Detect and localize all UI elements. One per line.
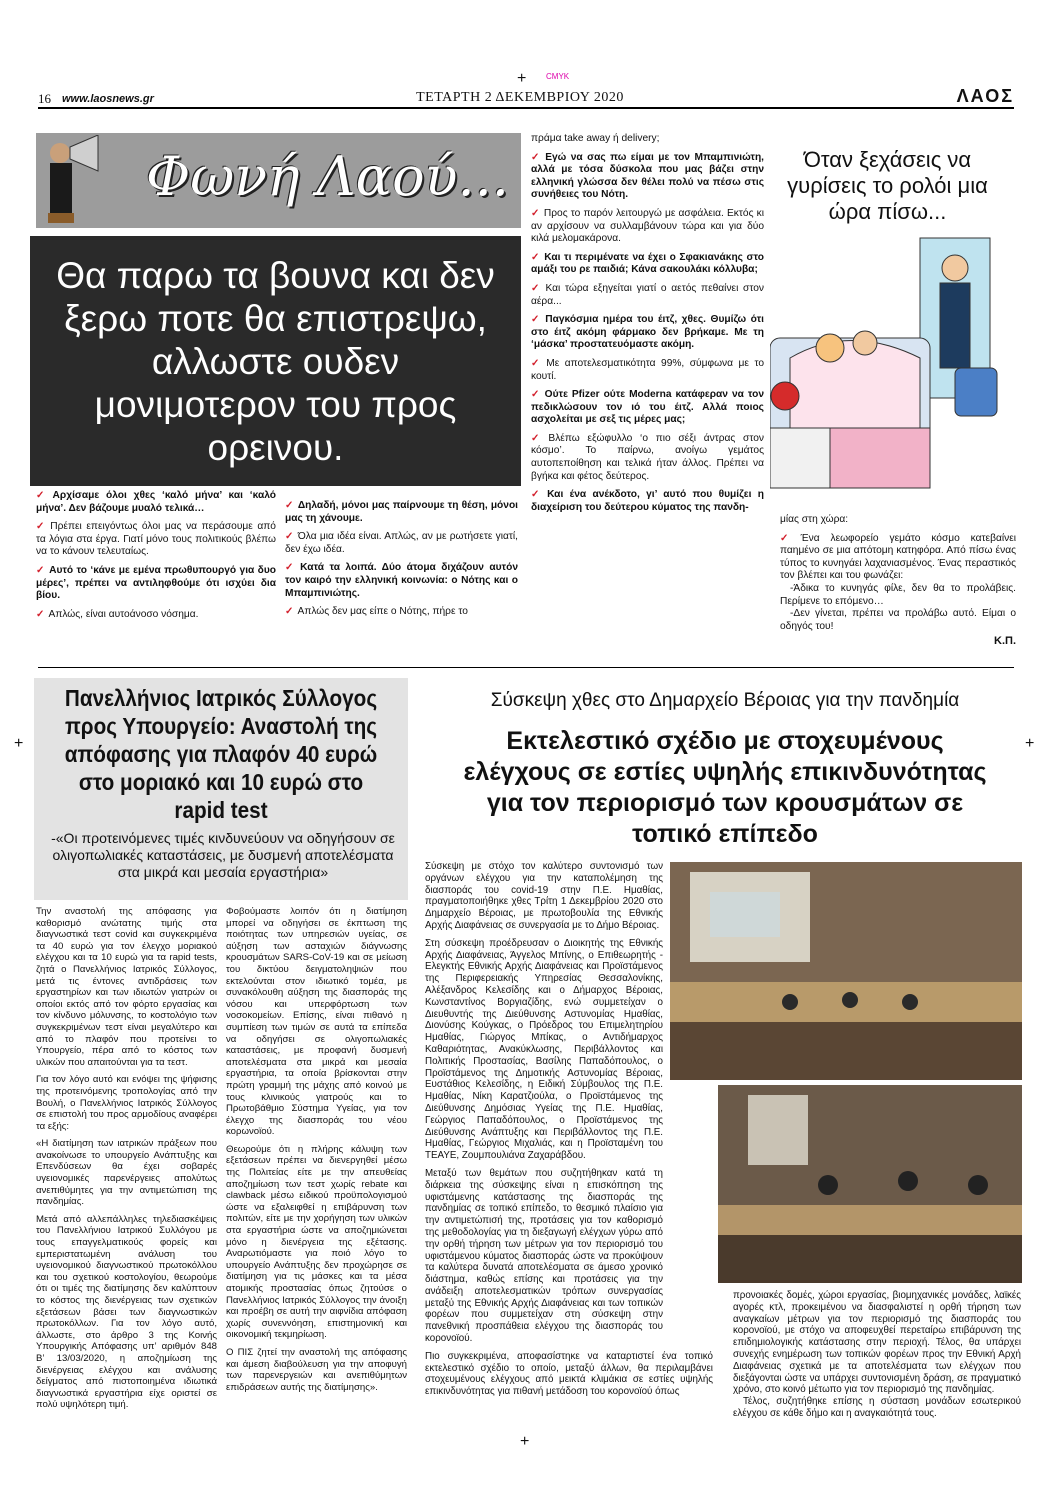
checkmark-icon: ✓ [285, 606, 294, 618]
checkmark-icon: ✓ [36, 490, 49, 501]
registration-mark-bottom: + [520, 1433, 530, 1450]
paragraph: ✓ Και τώρα εξηγείται γιατί ο αετός πεθαίνει στον αέρα... [531, 282, 764, 307]
article-1-column-1 [36, 906, 217, 1417]
article-1-subtitle: -«Οι προτεινόμενες τιμές κινδυνεύουν να οδηγήσουν σε ολιγοπωλιακές καταστάσεις, με δυσμενή αποτελέσματα στα μικρά και μεσαία εργαστήρια» [51, 830, 395, 880]
paragraph: ✓ Ένα λεωφορείο γεμάτο κόσμο κατεβαίνει παημένο σε μια απότομη κατηφόρα. Από πίσω ένας τύπος το κυνηγάει λαχανιασμένος. Ένας περαστικός τον βλέπει και του φωνάζει: [780, 532, 1017, 582]
column-title: Φωνή Λαού... [146, 145, 509, 208]
registration-mark-top: + [517, 70, 527, 87]
checkmark-icon: ✓ [285, 500, 294, 511]
megaphone-man-icon [40, 135, 100, 225]
paragraph: ✓ Απλώς δεν μας είπε ο Νότης, πήρε το [285, 606, 468, 618]
checkmark-icon: ✓ [531, 282, 542, 294]
checkmark-icon: ✓ [285, 562, 297, 574]
paragraph: ✓ Εγώ να σας πω είμαι με τον Μπαμπινιώτη, αλλά με τόσα δύσκολα που μας βάζει στην ελληνική γλώσσα δεν θέλει πολύ να πέσω στις συνήθειες του Νότη. [531, 151, 764, 201]
issue-date: ΤΕΤΑΡΤΗ 2 ΔΕΚΕΜΒΡΙΟΥ 2020 [416, 90, 624, 105]
article-2-title: Εκτελεστικό σχέδιο με στοχευμένους ελέγχους σε εστίες υψηλής επικινδυνότητας για τον περιορισμό των κρουσμάτων σε τοπικό επίπεδο [463, 727, 987, 848]
column-banner [36, 133, 521, 228]
checkmark-icon: ✓ [36, 564, 46, 576]
quote-text: Θα παρω τα βουνα και δεν ξερω ποτε θα επιστρεψω, αλλωστε ουδεν μονιμοτερον του προς ορεινου. [56, 254, 495, 468]
checkmark-icon: ✓ [780, 532, 797, 544]
paragraph: πράμα take away ή delivery; [531, 133, 660, 144]
checkmark-icon: ✓ [531, 151, 542, 163]
article-1-title: Πανελλήνιος Ιατρικός Σύλλογος προς Υπουργείο: Αναστολή της απόφασης για πλαφόν 40 ευρώ στο μοριακό και 10 ευρώ στο rapid test [64, 685, 378, 823]
checkmark-icon: ✓ [531, 389, 541, 401]
paragraph: Την αναστολή της απόφασης για καθορισμό ανώτατης τιμής στα διαγνωστικά τεστ covid και συγκεκριμένα τα 40 ευρώ για τον έλεγχο μοριακού ελέγχου και τα 10 ευρώ για τα rapid tests, ζητά ο Πανελλήνιος Ιατρικός Σύλλογος, μετά τις έντονες αντιδράσεις των εργαστηρίων και των ιδιωτών γιατρών οι οποίοι εκτός από τον φόρτο εργασίας και τον κίνδυνο μόλυνσης, το κοστολόγιο των συγκεκριμένων τεστ είναι μεγαλύτερο και από το πλαφόν που προτείνει το Υπουργείο, πέρα από το κόστος των υλικών που απαιτούνται για τα τεστ. [36, 906, 217, 1068]
paragraph: μίας στη χώρα: [780, 514, 849, 525]
paragraph: Τέλος, συζητήθηκε επίσης η σύσταση μονάδων εσωτερικού ελέγχου σε κάθε δήμο και η αναγκαιότητά τους. [733, 1396, 1021, 1419]
article-1-column-2 [226, 906, 407, 1399]
checkmark-icon: ✓ [531, 432, 545, 444]
paragraph: ✓ Με αποτελεσματικότητα 99%, σύμφωνα με το κουτί. [531, 357, 764, 382]
article-1-header-box [34, 678, 408, 900]
quote-image [30, 236, 521, 486]
registration-mark-right: + [1025, 735, 1035, 752]
gossip-column-4 [780, 514, 1016, 654]
newspaper-logo: ΛΑΟΣ [956, 86, 1014, 106]
cmyk-mark: CMYK [546, 72, 570, 81]
article-2-column-2 [733, 1290, 1021, 1426]
paragraph: ✓ Αυτό το ‘κάνε με εμένα πρωθυπουργό για δυο μέρες’, πρέπει να αντιληφθούμε ότι ισχύει δια βίου. [36, 564, 276, 602]
paragraph: ✓ Και τι περιμένατε να έχει ο Σφακιανάκης στο αμάξι του ρε παιδιά; Κάνα σακουλάκι κόλλυβα; [531, 251, 764, 276]
paragraph: Για τον λόγο αυτό και ενόψει της ψήφισης της προτεινόμενης τροπολογίας από την Βουλή, ο Πανελλήνιος Ιατρικός Σύλλογος σε επιστολή του προς αρμοδίους αναφέρει τα εξής: [36, 1074, 217, 1132]
cartoon-image [770, 228, 1020, 513]
paragraph: Σύσκεψη με στόχο τον καλύτερο συντονισμό των οργάνων ελέγχου για την καταπολέμηση της διασποράς του covid-19 στην Π.Ε. Ημαθίας, πραγματοποιήθηκε χθες Τρίτη 1 Δεκεμβρίου 2020 στο Δημαρχείο Βέροιας, με πρωτοβουλία της Εθνικής Αρχής Διαφάνειας σε συνεργασία με το Δήμο Βέροιας. [425, 861, 663, 931]
page-number: 16 [38, 91, 51, 106]
paragraph: «Η διατίμηση των ιατρικών πράξεων που ανακοίνωσε το υπουργείο Ανάπτυξης και Επενδύσεων θα έχει σοβαρές υγειονομικές παρενέργειες απολύτως ανεπιθύμητες για την αντιμετώπιση της πανδημίας. [36, 1138, 217, 1208]
checkmark-icon: ✓ [531, 489, 544, 501]
paragraph: ✓ Αρχίσαμε όλοι χθες ‘καλό μήνα’ και ‘καλό μήνα’. Δεν βάζουμε μυαλό τελικά… [36, 490, 276, 514]
paragraph: ✓ Απλώς, είναι αυτοάνοσο νόσημα. [36, 608, 199, 620]
checkmark-icon: ✓ [36, 608, 45, 620]
meeting-photo-2 [718, 1085, 1022, 1283]
meeting-photo-1 [670, 862, 1022, 1080]
cartoon-headline: Όταν ξεχάσεις να γυρίσεις το ρολόι μια ώρα πίσω... [787, 147, 988, 224]
paragraph: ✓ Πρέπει επειγόντως όλοι μας να περάσουμε από τα λόγια στα έργα. Γιατί μόνο τους πολιτικούς βλέπω να το κάνουν τελευταίως. [36, 521, 276, 558]
gossip-column-2 [285, 500, 518, 625]
paragraph: ✓ Κατά τα λοιπά. Δύο άτομα διχάζουν αυτόν τον καιρό την ελληνική κοινωνία: ο Νότης και ο Μπαμπινιώτης. [285, 562, 518, 599]
signature: Κ.Π. [994, 635, 1016, 648]
checkmark-icon: ✓ [285, 531, 294, 543]
paragraph: Θεωρούμε ότι η πλήρης κάλυψη των εξετάσεων πρέπει να διενεργηθεί μέσω της Πολιτείας είτε με την απευθείας αποζημίωση των τεστ χωρίς rebate και clawback μέσω ειδικού προϋπολογισμού ώστε να εξαλειφθεί η επιβάρυνση των πολιτών, είτε με την χορήγηση των υλικών στα εργαστήρια ώστε να αποζημιώνεται μόνο η διενέργεια της εξέτασης. Αναρωτιόμαστε για ποιό λόγο το υπουργείο Ανάπτυξης δεν προχώρησε σε διατίμηση για τις μάσκες και τα μέσα ατομικής προστασίας όπως ζητούσε ο Πανελλήνιος Ιατρικός Σύλλογος την άνοιξη και προέβη σε αυτή την αιφνίδια απόφαση χωρίς συνεννόηση, επιστημονική και οικονομική τεκμηρίωση. [226, 1143, 407, 1341]
paragraph: -Άδικα το κυνηγάς φίλε, δεν θα το προλάβεις. Περίμενε το επόμενο… [780, 582, 1016, 607]
paragraph: -Δεν γίνεται, πρέπει να προλάβω αυτό. Είμαι ο οδηγός του! [780, 608, 1016, 632]
paragraph: ✓ Παγκόσμια ημέρα του έιτζ, χθες. Θυμίζω ότι στο έιτζ ακόμη φάρμακο δεν βρήκαμε. Με τη ‘μάσκα’ προστατευόμαστε ακόμη. [531, 314, 764, 351]
checkmark-icon: ✓ [36, 521, 47, 533]
gossip-column-3 [531, 133, 764, 520]
website-link[interactable]: www.laosnews.gr [62, 93, 154, 105]
checkmark-icon: ✓ [531, 314, 542, 326]
paragraph: Φοβούμαστε λοιπόν ότι η διατίμηση μπορεί να οδηγήσει σε έκπτωση της ποιότητας των υπηρεσιών υγείας, σε αύξηση των ασταχιών διάγνωσης κρουσμάτων SARS-CoV-19 και σε μείωση του δικτύου δειγματοληψιών που εκτελούνται στον ιδιωτικό τομέα, με συνακόλουθη αύξηση της διασποράς της νόσου και υπερφόρτωση των νοσοκομείων. Επίσης, είναι πιθανό η συμπίεση των τιμών σε αυτά τα επίπεδα να οδηγήσει σε ολιγοπωλιακές καταστάσεις, με προφανή δυσμενή αποτελέσματα στα μικρά και μεσαία εργαστήρια, τα οποία βρίσκονται στην πρώτη γραμμή της μάχης από κοινού με τους κλινικούς γιατρούς και το Πρωτοβάθμιο Σύστημα Υγείας, για τον έλεγχο της διασποράς του νέου κορωνοϊού. [226, 906, 407, 1138]
paragraph: Μετά από αλλεπάλληλες τηλεδιασκέψεις του Πανελλήνιου Ιατρικού Συλλόγου με τους επαγγελματικούς φορείς και εμπεριστατωμένη ανάλυση του υγειονομικού διαγνωστικού πρωτοκόλλου και του σχετικού κοστολογίου, θεωρούμε ότι οι τιμές της διατίμησης δεν καλύπτουν το κόστος της διενέργειας των σχετικών εξετάσεων βάσει των διαγνωστικών πρωτοκόλλων. Για τον λόγο αυτό, άλλωστε, στο άρθρο 3 της Κοινής Υπουργικής Απόφασης υπ’ αριθμόν 848 Β’ 13/03/2020, η αποζημίωση της διενέργειας ελέγχου και ανάλυσης δείγματος από πιστοποιημένα ιδιωτικά διαγνωστικά εργαστήρια είχε οριστεί σε πολύ υψηλότερη τιμή. [36, 1213, 217, 1411]
section-rule [38, 667, 1014, 668]
paragraph: ✓ Προς το παρόν λειτουργώ με ασφάλεια. Εκτός κι αν αρχίσουν να συλλαμβάνουν τώρα και για δύο κιλά μελομακάρονα. [531, 207, 764, 245]
paragraph: ✓ Βλέπω εξώφυλλο ‘ο πιο σέξι άντρας στον κόσμο’. Το παίρνω, ανοίγω γεμάτος αυτοπεποίθηση και τελικά ήταν άλλος. Πρέπει να βγήκα και φέτος δεύτερος. [531, 432, 764, 482]
paragraph: ✓ Και ένα ανέκδοτο, γι’ αυτό που θυμίζει η διαχείριση του δεύτερου κύματος της πανδη- [531, 489, 764, 513]
registration-mark-left: + [14, 735, 24, 752]
paragraph: προνοιακές δομές, χώροι εργασίας, βιομηχανικές μονάδες, λαϊκές αγορές κτλ, προκειμένου να διασφαλιστεί η ορθή τήρηση των αναγκαίων μέτρων για τον περιορισμό της διασποράς του κορονοϊού, με στόχο να αποφευχθεί περεταίρω επιβάρυνση της επιδημιολογικής κατάστασης στην περιοχή. Τέλος, θα υπάρχει συνεχής ενημέρωση των τοπικών φορέων προς την Εθνική Αρχή Διαφάνειας σχετικά με τα αποτελέσματα των ελέγχων που διεξάγονται ώστε να υπάρχει συντονισμένη δράση, σε πραγματικό χρόνο, στο κοινό μέτωπο για τον περιορισμό της πανδημίας. [733, 1290, 1021, 1396]
paragraph: Μεταξύ των θεμάτων που συζητήθηκαν κατά τη διάρκεια της σύσκεψης είναι η επισκόπηση της υφιστάμενης κατάστασης της διασποράς της πανδημίας σε τοπικό επίπεδο, το θεσμικό πλαίσιο για την αντιμετώπισή της, προτάσεις για τον καθορισμό της μεθοδολογίας για τη διεξαγωγή ελέγχων γύρω από την ορθή τήρηση των μέτρων για τον περιορισμό του υφιστάμενου κύματος διασποράς ώστε να προκύψουν τα καλύτερα δυνατά αποτελέσματα σε άμεσο χρονικό διάστημα, καθώς επίσης και προτάσεις για την ανάδειξη αποτελεσματικών τρόπων συνεργασίας μεταξύ της Εθνικής Αρχής Διαφάνειας και των τοπικών φορέων που συμμετείχαν στη σύσκεψη στην πανεθνική προσπάθεια ελέγχου της διασποράς του κορονοϊού. [425, 1167, 663, 1345]
checkmark-icon: ✓ [531, 357, 543, 369]
paragraph: ✓ Όλα μια ιδέα είναι. Απλώς, αν με ρωτήσετε γιατί, δεν έχω ιδέα. [285, 531, 518, 555]
checkmark-icon: ✓ [531, 207, 540, 219]
paragraph: Πιο συγκεκριμένα, αποφασίστηκε να καταρτιστεί ένα τοπικό εκτελεστικό σχέδιο το οποίο, μεταξύ άλλων, θα περιλαμβάνει στοχευμένους ελέγχους από μεικτά κλιμάκια σε εστίες υψηλής επικινδυνότητας για πιθανή μετάδοση του κορονοϊού όπως [425, 1350, 713, 1398]
paragraph: Στη σύσκεψη προέδρευσαν ο Διοικητής της Εθνικής Αρχής Διαφάνειας, Άγγελος Μπίνης, ο Επιθεωρητής - Ελεγκτής Εθνικής Αρχής Διαφάνειας και Προϊστάμενος της Περιφερειακής Υπηρεσίας Θεσσαλονίκης, Αλέξανδρος Κελεσίδης και ο Δήμαρχος Βέροιας, Κωνσταντίνος Βοργιαζίδης, ενώ συμμετείχαν ο Διευθυντής της Διεύθυνσης Αστυνομίας Ημαθίας, Διονύσης Κούγκας, ο Πρόεδρος του Επιμελητηρίου Ημαθίας, Γιώργος Μπίκας, ο Αντιδήμαρχος Καθαριότητας, Ανακύκλωσης, Περιβάλλοντος και Πολιτικής Προστασίας, Βασίλης Παπαδόπουλος, ο Προϊστάμενος της Δημοτικής Αστυνομίας Βέροιας, Ευστάθιος Κελεσίδης, η Ειδική Σύμβουλος της Π.Ε. Ημαθίας, Νίκη Καρατζιούλα, ο Προϊστάμενος της Διεύθυνσης Δημόσιας Υγείας της Π.Ε. Ημαθίας, Γεώργιος Παπαδόπουλος, ο Προϊστάμενος της Διεύθυνσης Ανάπτυξης και Περιβάλλοντος της Π.Ε. Ημαθίας, Γεώργιος Μιχαλιάς, και η Προϊσταμένη του ΤΕΑΥΕ, Ζουμπουλιάνα Ζαχαράβδου. [425, 937, 663, 1162]
paragraph: ✓ Δηλαδή, μόνοι μας παίρνουμε τη θέση, μόνοι μας τη χάνουμε. [285, 500, 518, 524]
paragraph: Ο ΠΙΣ ζητεί την αναστολή της απόφασης και άμεση διαβούλευση για την αποφυγή των παρενεργειών και ανεπιθύμητων επιδράσεων αυτής της διατίμησης». [226, 1346, 407, 1393]
article-2-kicker: Σύσκεψη χθες στο Δημαρχείο Βέροιας για την πανδημία [490, 690, 960, 711]
paragraph: ✓ Ούτε Pfizer ούτε Moderna κατάφεραν να τον πεδικλώσουν τον ιό του έιτζ. Αλλά ποιος ασχολείται με σεξ τις μέρες μας; [531, 389, 764, 426]
header-rule [38, 107, 1014, 109]
gossip-column-1 [36, 490, 276, 627]
checkmark-icon: ✓ [531, 251, 541, 263]
